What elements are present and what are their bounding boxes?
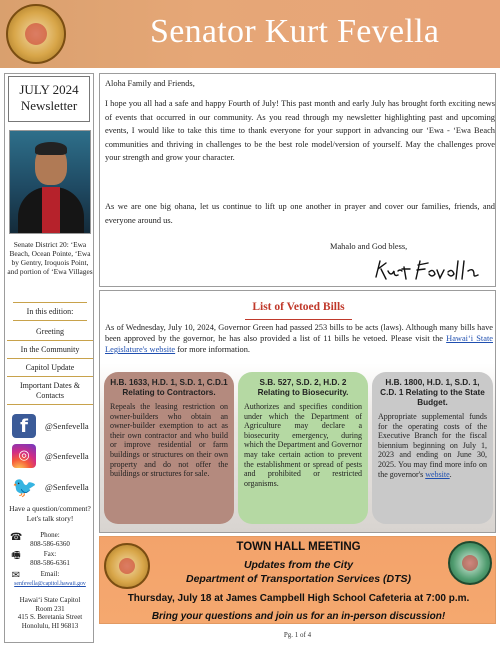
social-handle[interactable]: @Senfevella [45,421,89,431]
town-hall-banner [99,536,496,624]
bill-card-hb1633 [104,372,234,524]
sidebar [4,73,94,643]
page-title: Senator Kurt Fevella [150,13,440,50]
social-instagram[interactable] [9,444,93,468]
bill-text: . [449,469,452,479]
toc-item-greeting[interactable]: Greeting [7,324,93,341]
letter-paragraph-1: I hope you all had a safe and happy Fourth of July! This past month and early July has brought forth exciting news of events that occurred in our community. As you read through my newsletter highlighting past and upcoming events, I would like to take this time to thank everyone for your support in advancing our ‘Ewa - ‘Ewa Beach communities and thriving in challenges to be the best role model/version of yourself. May the challenges prove your strength and grow your character. [105,99,495,162]
address-line: Honolulu, HI 96813 [21,621,79,630]
instagram-icon[interactable]: ◎ [12,444,36,468]
greeting-letter [99,73,496,287]
fax-icon: 🖷 [11,550,21,561]
bill-description [378,412,487,479]
twitter-icon[interactable]: 🐦 [12,475,37,499]
address-line: Hawai‘i State Capitol [19,596,81,604]
intro-text: As of Wednesday, July 10, 2024, Governor Green had passed 253 bills to be acts (laws). Although many bills have been approved by the governor, he has also provided a list of 11 bills he vetoed. Please visit the [105,323,493,343]
toc-item-important-dates[interactable]: Important Dates & Contacts [7,378,93,405]
town-hall-subtitle: Updates from the City [243,559,354,571]
address-line: 415 S. Beretania Street [17,613,83,621]
contact-prompt: Have a question/comment? Let's talk story! [9,504,91,523]
bill-title: H.B. 1633, H.D. 1, S.D. 1, C.D.1 Relating to Contractors. [110,378,228,397]
signature [372,257,482,283]
letter-greeting: Aloha Family and Friends, [105,79,195,88]
email-label: Email: [40,570,60,578]
fax-label: Fax: [43,550,57,558]
issue-box [8,76,90,122]
section-title: List of Vetoed Bills [252,301,345,313]
phone-label: Phone: [40,531,60,539]
governor-website-link[interactable]: website [425,469,450,479]
social-handle[interactable]: @Senfevella [45,482,89,492]
bill-card-hb1800 [372,372,493,524]
letter-signoff: Mahalo and God bless, [330,242,408,251]
email-address[interactable] [7,579,93,589]
issue-month: JULY 2024 [19,82,79,97]
senator-photo [9,130,91,234]
email-icon: ✉ [11,570,21,581]
phone-icon: ☎ [10,532,23,543]
legislature-website-link[interactable]: Hawai‘i State Legislature's website [105,334,493,354]
email-link[interactable]: senfevella@capitol.hawaii.gov [14,581,86,587]
capitol-address [7,596,93,630]
town-hall-cta: Bring your questions and join us for an in-person discussion! [151,611,446,622]
town-hall-title: TOWN HALL MEETING [236,541,361,553]
bill-title: H.B. 1800, H.D. 1, S.D. 1, C.D. 1 Relating to the State Budget. [380,378,485,407]
issue-type: Newsletter [20,98,78,113]
bill-card-sb527 [238,372,368,524]
page-number: Pg. 1 of 4 [283,631,312,639]
state-seal-icon [6,4,66,64]
bill-description: Authorizes and specifies condition under which the Department of Agriculture may declare a biosecurity emergency, during which the Department and Governor may take certain action to prevent the establishment or spread of pests and prohibited or restricted organisms. [244,402,362,488]
town-hall-when: Thursday, July 18 at James Campbell High School Cafeteria at 7:00 p.m. [127,593,470,604]
letter-paragraph-2: As we are one big ohana, let us continue to lift up one another in prayer and cover our families, friends, and everyone around us. [105,202,495,225]
bill-text: Appropriate supplemental funds for the operating costs of the Executive Branch for the fiscal biennium beginning on July 1, 2023 and ending on June 30, 2025. You may find more info on the governor's [378,412,487,479]
phone-number[interactable]: 808-586-6360 [30,540,70,548]
social-handle[interactable]: @Senfevella [45,451,89,461]
toc-item-community[interactable]: In the Community [7,342,93,359]
intro-text: for more information. [175,345,251,354]
district-bio: Senate District 20: ‘Ewa Beach, Ocean Pointe, ‘Ewa by Gentry, Iroquois Point, and portion of ‘Ewa Villages [7,240,93,276]
social-facebook[interactable] [9,414,93,438]
toc-item-capitol-update[interactable]: Capitol Update [7,360,93,377]
newsletter-header [0,0,500,68]
bill-title: S.B. 527, S.D. 2, H.D. 2 Relating to Biosecurity. [257,378,349,397]
town-hall-department: Department of Transportation Services (DTS) [185,573,412,585]
bill-description: Repeals the leasing restriction on owner-builders who obtain an owner-builder exemption to act as their own contractor and who build or improve residential or farm buildings or structures on their own property and do not offer the buildings or structures for sale. [110,402,228,479]
title-underline [245,319,352,320]
toc-heading: In this edition: [13,302,87,321]
vetoed-bills-section [99,290,496,533]
social-twitter[interactable] [9,475,93,499]
vetoed-intro [105,322,493,355]
address-line: Room 231 [35,604,65,613]
facebook-icon[interactable]: f [12,414,36,438]
fax-number: 808-586-6361 [30,559,70,567]
